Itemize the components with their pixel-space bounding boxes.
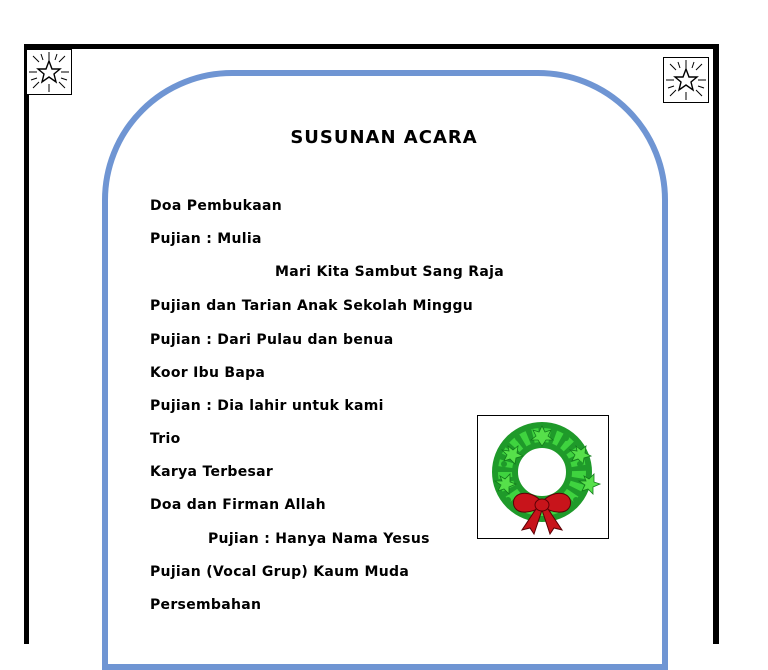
program-item: Doa dan Firman Allah <box>150 497 326 513</box>
christmas-wreath-icon <box>477 415 609 539</box>
program-item: Mari Kita Sambut Sang Raja <box>275 264 504 280</box>
program-item: Doa Pembukaan <box>150 198 282 214</box>
program-item: Karya Terbesar <box>150 464 274 480</box>
program-item: Pujian : Hanya Nama Yesus <box>208 531 430 547</box>
star-icon <box>26 49 72 95</box>
program-item: Persembahan <box>150 597 262 613</box>
program-item: Pujian dan Tarian Anak Sekolah Minggu <box>150 298 474 314</box>
program-item: Trio <box>150 431 181 447</box>
star-icon <box>663 57 709 103</box>
program-item: Pujian : Dari Pulau dan benua <box>150 332 394 348</box>
page-title: SUSUNAN ACARA <box>290 127 478 148</box>
program-item: Pujian (Vocal Grup) Kaum Muda <box>150 564 410 580</box>
program-item: Pujian : Mulia <box>150 231 262 247</box>
program-item: Koor Ibu Bapa <box>150 365 266 381</box>
program-item: Pujian : Dia lahir untuk kami <box>150 398 384 414</box>
